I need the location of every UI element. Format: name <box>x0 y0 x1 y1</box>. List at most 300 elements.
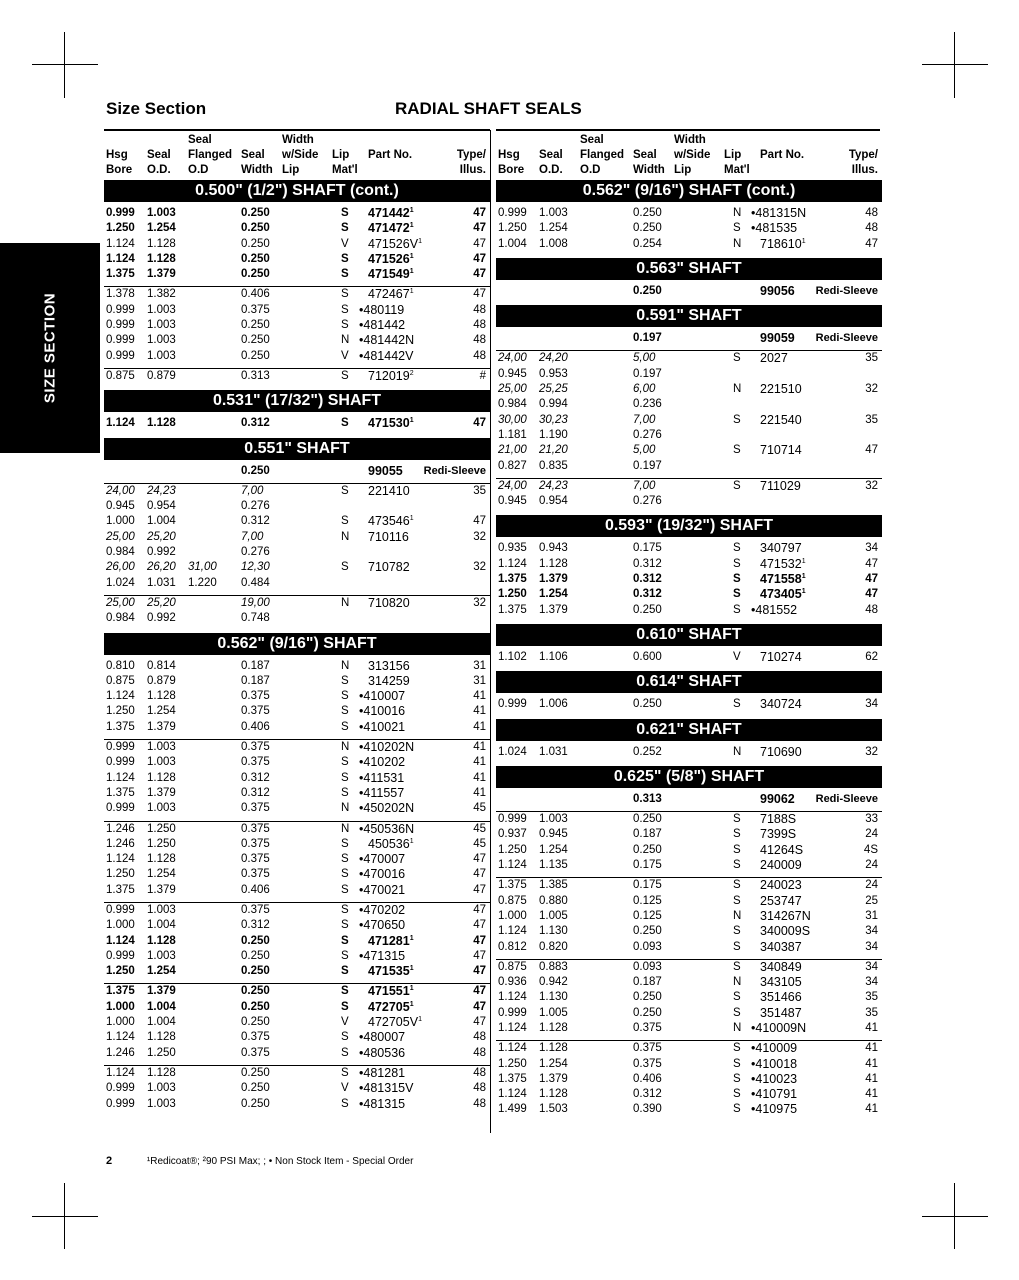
cell-seal-width: 0.375 <box>241 690 270 703</box>
header-seal-width: Width <box>633 164 665 176</box>
cell-part-no <box>368 964 414 979</box>
cell-type-illus: 47 <box>473 853 486 866</box>
cell-seal-od: 1.004 <box>147 515 176 528</box>
cell-seal-width: 0.250 <box>633 222 662 235</box>
cell-type-illus: Redi-Sleeve <box>815 284 878 297</box>
cell-seal-od: 30,23 <box>539 413 568 426</box>
cell-seal-od: 1.003 <box>147 949 176 962</box>
table-row <box>104 918 490 933</box>
cell-lip-mat: S <box>733 222 741 235</box>
part-number-text: 410023 <box>755 1071 798 1086</box>
cell-seal-od: 1.254 <box>539 222 568 235</box>
part-number-text: 470016 <box>363 867 406 882</box>
page-title: RADIAL SHAFT SEALS <box>395 99 582 118</box>
table-row <box>104 1046 490 1061</box>
cell-part-no <box>359 303 404 318</box>
table-row <box>496 650 882 665</box>
header-width-side-lip: Lip <box>674 164 692 176</box>
cell-part-no <box>760 792 795 807</box>
cell-seal-od: 1.031 <box>539 745 568 758</box>
cell-part-no <box>760 443 802 458</box>
cell-type-illus: 31 <box>473 674 486 687</box>
header-width-side-lip: Lip <box>282 164 300 176</box>
cell-part-no <box>368 237 422 252</box>
footnote-marker: 1 <box>409 837 414 845</box>
table-row <box>496 572 882 587</box>
cell-hsg-bore: 1.375 <box>106 985 135 998</box>
cell-seal-width: 0.250 <box>633 813 662 826</box>
cell-seal-od: 1.254 <box>147 868 176 881</box>
cell-hsg-bore: 0.984 <box>498 398 527 411</box>
cell-type-illus: 47 <box>473 919 486 932</box>
footnote-marker: 2 <box>409 369 414 377</box>
cell-type-illus: 33 <box>865 813 878 826</box>
cell-seal-od: 0.883 <box>539 960 568 973</box>
cell-part-no <box>760 587 806 602</box>
header-part-no: Part No. <box>760 149 805 161</box>
cell-part-no <box>760 960 802 975</box>
column-divider <box>490 130 491 1133</box>
cell-hsg-bore: 1.181 <box>498 428 527 441</box>
table-row <box>104 1097 490 1112</box>
cell-seal-od: 0.992 <box>147 546 176 559</box>
table-row <box>496 1021 882 1036</box>
cell-seal-od: 1.250 <box>147 822 176 835</box>
cell-lip-mat: S <box>341 705 349 718</box>
cell-seal-width: 0.375 <box>241 822 270 835</box>
footnote-marker: 1 <box>409 934 414 942</box>
cell-type-illus: 47 <box>473 883 486 896</box>
table-row <box>496 827 882 842</box>
cell-hsg-bore: 0.999 <box>498 207 527 219</box>
cell-type-illus: 48 <box>473 349 486 362</box>
cell-hsg-bore: 0.945 <box>106 500 135 513</box>
cell-hsg-bore: 1.375 <box>498 879 527 892</box>
table-row <box>496 478 882 494</box>
table-row <box>496 382 882 397</box>
cell-lip-mat: S <box>341 771 349 784</box>
crop-mark <box>64 32 65 98</box>
header-lip-mat: Mat'l <box>332 164 358 176</box>
header-width-side-lip: w/Side <box>282 149 319 161</box>
cell-lip-mat: S <box>341 985 349 998</box>
cell-type-illus: 47 <box>473 1016 486 1029</box>
cell-seal-width: 0.748 <box>241 612 270 625</box>
part-number-text: 221410 <box>368 483 410 498</box>
part-number-text: 710820 <box>368 595 410 610</box>
part-number-text: 253747 <box>760 893 802 908</box>
footnote: ¹Redicoat®; ²90 PSI Max; ; • Non Stock Item - Special Order <box>146 1156 414 1167</box>
cell-hsg-bore: 1.124 <box>498 1088 527 1101</box>
part-number-text: 343105 <box>760 975 802 990</box>
part-number-text: 450536 <box>368 836 410 851</box>
cell-part-no <box>760 843 803 858</box>
part-number-text: 712019 <box>368 368 410 383</box>
cell-type-illus: 31 <box>865 909 878 922</box>
part-number-text: 481315 <box>363 1096 406 1111</box>
cell-hsg-bore: 1.004 <box>498 237 527 250</box>
cell-seal-width: 0.375 <box>241 802 270 815</box>
cell-part-no <box>368 659 410 674</box>
table-row <box>496 924 882 939</box>
table-row <box>496 745 882 760</box>
cell-hsg-bore: 1.250 <box>498 1057 527 1070</box>
section-title: 0.551" SHAFT <box>104 438 490 460</box>
part-number-text: 410007 <box>363 689 406 704</box>
cell-type-illus: 41 <box>865 1072 878 1085</box>
part-number-text: 410009N <box>755 1020 807 1035</box>
cell-hsg-bore: 1.124 <box>498 1021 527 1034</box>
cell-seal-width: 0.252 <box>633 745 662 758</box>
cell-part-no <box>751 1041 797 1056</box>
cell-seal-width: 0.375 <box>241 741 270 754</box>
cell-lip-mat: S <box>733 1088 741 1101</box>
cell-seal-width: 0.375 <box>241 303 270 316</box>
header-width-side-lip: Width <box>674 134 706 146</box>
cell-part-no <box>368 1015 422 1030</box>
part-number-text: 410021 <box>363 719 406 734</box>
cell-seal-od: 1.254 <box>539 588 568 601</box>
cell-lip-mat: S <box>341 303 349 316</box>
cell-type-illus: 24 <box>865 879 878 892</box>
cell-seal-width: 0.375 <box>241 756 270 769</box>
cell-lip-mat: S <box>341 674 349 687</box>
cell-seal-od: 25,20 <box>147 530 176 543</box>
cell-seal-width: 5,00 <box>633 444 656 457</box>
cell-seal-width: 0.312 <box>633 557 662 570</box>
cell-type-illus: 62 <box>865 650 878 663</box>
table-row <box>496 443 882 458</box>
cell-lip-mat: S <box>341 484 349 497</box>
cell-lip-mat: S <box>341 837 349 850</box>
cell-part-no <box>359 1030 405 1045</box>
cell-part-no <box>760 557 806 572</box>
cell-seal-width: 0.250 <box>241 334 270 347</box>
cell-lip-mat: N <box>733 1021 742 1034</box>
part-number-text: 471535 <box>368 964 410 979</box>
cell-seal-width: 0.250 <box>633 207 662 219</box>
cell-seal-od: 1.128 <box>147 1066 176 1079</box>
cell-seal-width: 0.375 <box>241 705 270 718</box>
cell-type-illus: 47 <box>865 444 878 457</box>
cell-hsg-bore: 25,00 <box>106 530 135 543</box>
cell-part-no <box>760 237 806 252</box>
table-row <box>496 397 882 412</box>
cell-hsg-bore: 0.937 <box>498 828 527 841</box>
header-flanged-od: Seal <box>580 134 604 146</box>
cell-seal-od: 1.135 <box>539 859 568 872</box>
cell-seal-od: 1.031 <box>147 576 176 589</box>
table-row <box>104 771 490 786</box>
cell-seal-od: 0.880 <box>539 894 568 907</box>
cell-type-illus: 32 <box>865 383 878 396</box>
cell-hsg-bore: 0.999 <box>106 903 135 916</box>
cell-part-no <box>359 1046 405 1061</box>
cell-part-no <box>368 369 414 384</box>
cell-type-illus: 4S <box>863 843 878 856</box>
cell-seal-width: 0.250 <box>633 843 662 856</box>
cell-hsg-bore: 1.375 <box>498 603 527 616</box>
cell-hsg-bore: 1.246 <box>106 822 135 835</box>
cell-lip-mat: N <box>341 802 350 815</box>
table-row <box>104 576 490 591</box>
cell-part-no <box>368 206 414 221</box>
cell-part-no <box>359 822 414 837</box>
cell-part-no <box>751 206 806 221</box>
cell-seal-od: 1.003 <box>147 1082 176 1095</box>
part-number-text: 481315V <box>363 1081 414 1096</box>
cell-seal-od: 0.942 <box>539 976 568 989</box>
cell-lip-mat: S <box>341 903 349 916</box>
table-row <box>104 821 490 837</box>
header-hsg-bore: Hsg <box>106 149 128 161</box>
cell-hsg-bore: 1.250 <box>498 843 527 856</box>
header-hsg-bore: Bore <box>498 164 525 176</box>
cell-part-no <box>760 878 802 893</box>
table-row <box>104 221 490 236</box>
cell-seal-width: 0.250 <box>241 965 270 978</box>
cell-seal-width: 0.406 <box>241 288 270 301</box>
cell-part-no <box>760 990 802 1005</box>
cell-hsg-bore: 1.250 <box>498 222 527 235</box>
cell-seal-width: 0.250 <box>241 949 270 962</box>
cell-seal-width: 0.250 <box>633 603 662 616</box>
cell-seal-width: 0.276 <box>633 428 662 441</box>
cell-seal-od: 1.003 <box>147 207 176 219</box>
cell-seal-od: 1.128 <box>147 934 176 947</box>
header-hsg-bore: Hsg <box>498 149 520 161</box>
table-row <box>104 1081 490 1096</box>
cell-seal-od: 1.128 <box>147 690 176 703</box>
cell-lip-mat: S <box>733 960 741 973</box>
cell-hsg-bore: 1.102 <box>498 650 527 663</box>
part-number-text: 340797 <box>760 541 802 556</box>
cell-seal-width: 0.312 <box>633 573 662 586</box>
cell-part-no <box>751 1057 797 1072</box>
cell-lip-mat: N <box>733 207 742 219</box>
part-number-text: 410975 <box>755 1102 798 1117</box>
header-width-side-lip: Width <box>282 134 314 146</box>
cell-seal-od: 1.003 <box>539 207 568 219</box>
cell-hsg-bore: 1.375 <box>106 786 135 799</box>
cell-lip-mat: S <box>733 879 741 892</box>
cell-seal-width: 0.276 <box>241 546 270 559</box>
cell-lip-mat: S <box>733 573 741 586</box>
table-row <box>496 367 882 382</box>
part-number-text: 480536 <box>363 1045 406 1060</box>
cell-lip-mat: S <box>733 413 741 426</box>
cell-seal-width: 0.250 <box>633 284 662 297</box>
cell-part-no <box>359 349 413 364</box>
cell-seal-width: 0.250 <box>241 1000 270 1013</box>
cell-type-illus: 41 <box>865 1088 878 1101</box>
cell-type-illus: Redi-Sleeve <box>423 464 486 477</box>
cell-hsg-bore: 1.124 <box>106 853 135 866</box>
part-number-text: 340387 <box>760 939 802 954</box>
cell-lip-mat: N <box>733 383 742 396</box>
part-number-text: 471526 <box>368 251 410 266</box>
cell-seal-width: 0.375 <box>633 1021 662 1034</box>
cell-lip-mat: S <box>341 1097 349 1110</box>
cell-hsg-bore: 24,00 <box>106 484 135 497</box>
cell-type-illus: 41 <box>473 720 486 733</box>
cell-part-no <box>359 801 414 816</box>
cell-lip-mat: S <box>733 1006 741 1019</box>
part-number-text: 410018 <box>755 1056 798 1071</box>
cell-hsg-bore: 0.945 <box>498 495 527 508</box>
cell-seal-width: 0.375 <box>633 1042 662 1055</box>
cell-lip-mat: S <box>733 925 741 938</box>
cell-part-no <box>368 674 410 689</box>
cell-lip-mat: S <box>733 1042 741 1055</box>
part-number-text: 410016 <box>363 704 406 719</box>
cell-part-no <box>368 1000 414 1015</box>
cell-seal-od: 1.005 <box>539 1006 568 1019</box>
part-number-text: 340724 <box>760 697 802 712</box>
cell-lip-mat: N <box>341 741 350 754</box>
cell-seal-width: 0.250 <box>633 698 662 711</box>
cell-lip-mat: S <box>341 515 349 528</box>
header-type-illus: Type/ <box>848 149 878 161</box>
cell-hsg-bore: 1.124 <box>498 925 527 938</box>
cell-hsg-bore: 1.124 <box>106 1031 135 1044</box>
cell-hsg-bore: 1.375 <box>498 573 527 586</box>
cell-seal-width: 5,00 <box>633 352 656 365</box>
cell-seal-od: 1.382 <box>147 288 176 301</box>
cell-part-no <box>368 287 414 302</box>
cell-seal-od: 0.954 <box>539 495 568 508</box>
cell-seal-od: 1.379 <box>147 786 176 799</box>
table-row <box>496 603 882 618</box>
table-row <box>496 331 882 346</box>
cell-seal-width: 0.187 <box>633 828 662 841</box>
cell-type-illus: 48 <box>473 1097 486 1110</box>
section-title: 0.562" (9/16") SHAFT (cont.) <box>496 180 882 202</box>
part-number-text: 481281 <box>363 1065 406 1080</box>
cell-hsg-bore: 0.827 <box>498 459 527 472</box>
table-row <box>104 949 490 964</box>
cell-seal-od: 1.379 <box>539 603 568 616</box>
cell-part-no <box>751 1102 797 1117</box>
part-number-text: 481552 <box>755 602 798 617</box>
part-number-text: 472705 <box>368 999 410 1014</box>
table-row <box>496 843 882 858</box>
cell-lip-mat: S <box>341 934 349 947</box>
cell-hsg-bore: 1.000 <box>106 919 135 932</box>
cell-type-illus: 48 <box>473 303 486 316</box>
cell-part-no <box>760 975 802 990</box>
cell-seal-width: 0.375 <box>241 868 270 881</box>
cell-seal-od: 1.128 <box>147 237 176 250</box>
cell-hsg-bore: 1.124 <box>106 934 135 947</box>
right-column <box>496 131 882 1122</box>
cell-flanged-od: 31,00 <box>188 561 217 574</box>
cell-seal-width: 0.175 <box>633 542 662 555</box>
cell-lip-mat: V <box>341 349 349 362</box>
cell-seal-width: 7,00 <box>633 413 656 426</box>
header-type-illus: Illus. <box>851 164 878 176</box>
cell-hsg-bore: 1.250 <box>106 868 135 881</box>
cell-hsg-bore: 1.024 <box>106 576 135 589</box>
cell-part-no <box>760 924 810 939</box>
cell-type-illus: 48 <box>473 319 486 332</box>
cell-hsg-bore: 1.250 <box>498 588 527 601</box>
table-row <box>104 1000 490 1015</box>
part-number-text: 240023 <box>760 878 802 893</box>
cell-hsg-bore: 1.000 <box>106 1016 135 1029</box>
cell-lip-mat: N <box>733 237 742 250</box>
cell-type-illus: 34 <box>865 698 878 711</box>
cell-part-no <box>368 560 410 575</box>
cell-hsg-bore: 1.250 <box>106 705 135 718</box>
cell-lip-mat: S <box>341 207 349 219</box>
cell-seal-od: 26,20 <box>147 561 176 574</box>
table-row <box>496 990 882 1005</box>
part-number-text: 314267N <box>760 908 811 923</box>
cell-hsg-bore: 1.246 <box>106 837 135 850</box>
cell-seal-od: 1.254 <box>147 705 176 718</box>
cell-hsg-bore: 21,00 <box>498 444 527 457</box>
table-row <box>104 560 490 575</box>
cell-seal-od: 0.954 <box>147 500 176 513</box>
part-number-text: 481442N <box>363 333 415 348</box>
cell-lip-mat: S <box>341 252 349 265</box>
cell-seal-width: 0.093 <box>633 940 662 953</box>
cell-lip-mat: V <box>341 237 349 250</box>
cell-part-no <box>751 1087 797 1102</box>
cell-lip-mat: S <box>341 1000 349 1013</box>
cell-lip-mat: S <box>733 940 741 953</box>
cell-seal-od: 1.250 <box>147 1046 176 1059</box>
footnote-marker: 1 <box>409 515 414 523</box>
cell-type-illus: 48 <box>865 207 878 219</box>
cell-lip-mat: S <box>341 868 349 881</box>
table-row <box>104 964 490 979</box>
cell-hsg-bore: 0.999 <box>106 1097 135 1110</box>
part-number-text: 7188S <box>760 812 797 827</box>
cell-type-illus: 48 <box>473 1066 486 1079</box>
cell-hsg-bore: 1.000 <box>106 1000 135 1013</box>
part-number-text: 470202 <box>363 902 406 917</box>
cell-seal-width: 0.276 <box>633 495 662 508</box>
cell-part-no <box>368 221 414 236</box>
header-type-illus: Illus. <box>459 164 486 176</box>
crop-mark <box>922 1216 988 1217</box>
cell-hsg-bore: 24,00 <box>498 352 527 365</box>
cell-type-illus: 47 <box>473 222 486 235</box>
cell-seal-width: 0.175 <box>633 859 662 872</box>
cell-seal-od: 1.003 <box>147 756 176 769</box>
cell-seal-od: 1.003 <box>147 319 176 332</box>
cell-seal-od: 1.128 <box>539 1088 568 1101</box>
cell-type-illus: 41 <box>473 741 486 754</box>
cell-part-no <box>760 909 811 924</box>
cell-type-illus: 47 <box>473 268 486 281</box>
part-number-text: 410791 <box>755 1087 798 1102</box>
section-title: 0.562" (9/16") SHAFT <box>104 633 490 655</box>
table-row <box>496 940 882 955</box>
table-row <box>104 983 490 999</box>
cell-type-illus: 47 <box>473 207 486 219</box>
cell-type-illus: 35 <box>865 413 878 426</box>
part-number-text: 99062 <box>760 791 795 806</box>
table-row <box>104 499 490 514</box>
crop-mark <box>32 64 98 65</box>
cell-seal-width: 0.390 <box>633 1103 662 1116</box>
part-number-text: 710690 <box>760 744 802 759</box>
footnote-marker: 1 <box>409 206 414 214</box>
table-row <box>496 237 882 252</box>
